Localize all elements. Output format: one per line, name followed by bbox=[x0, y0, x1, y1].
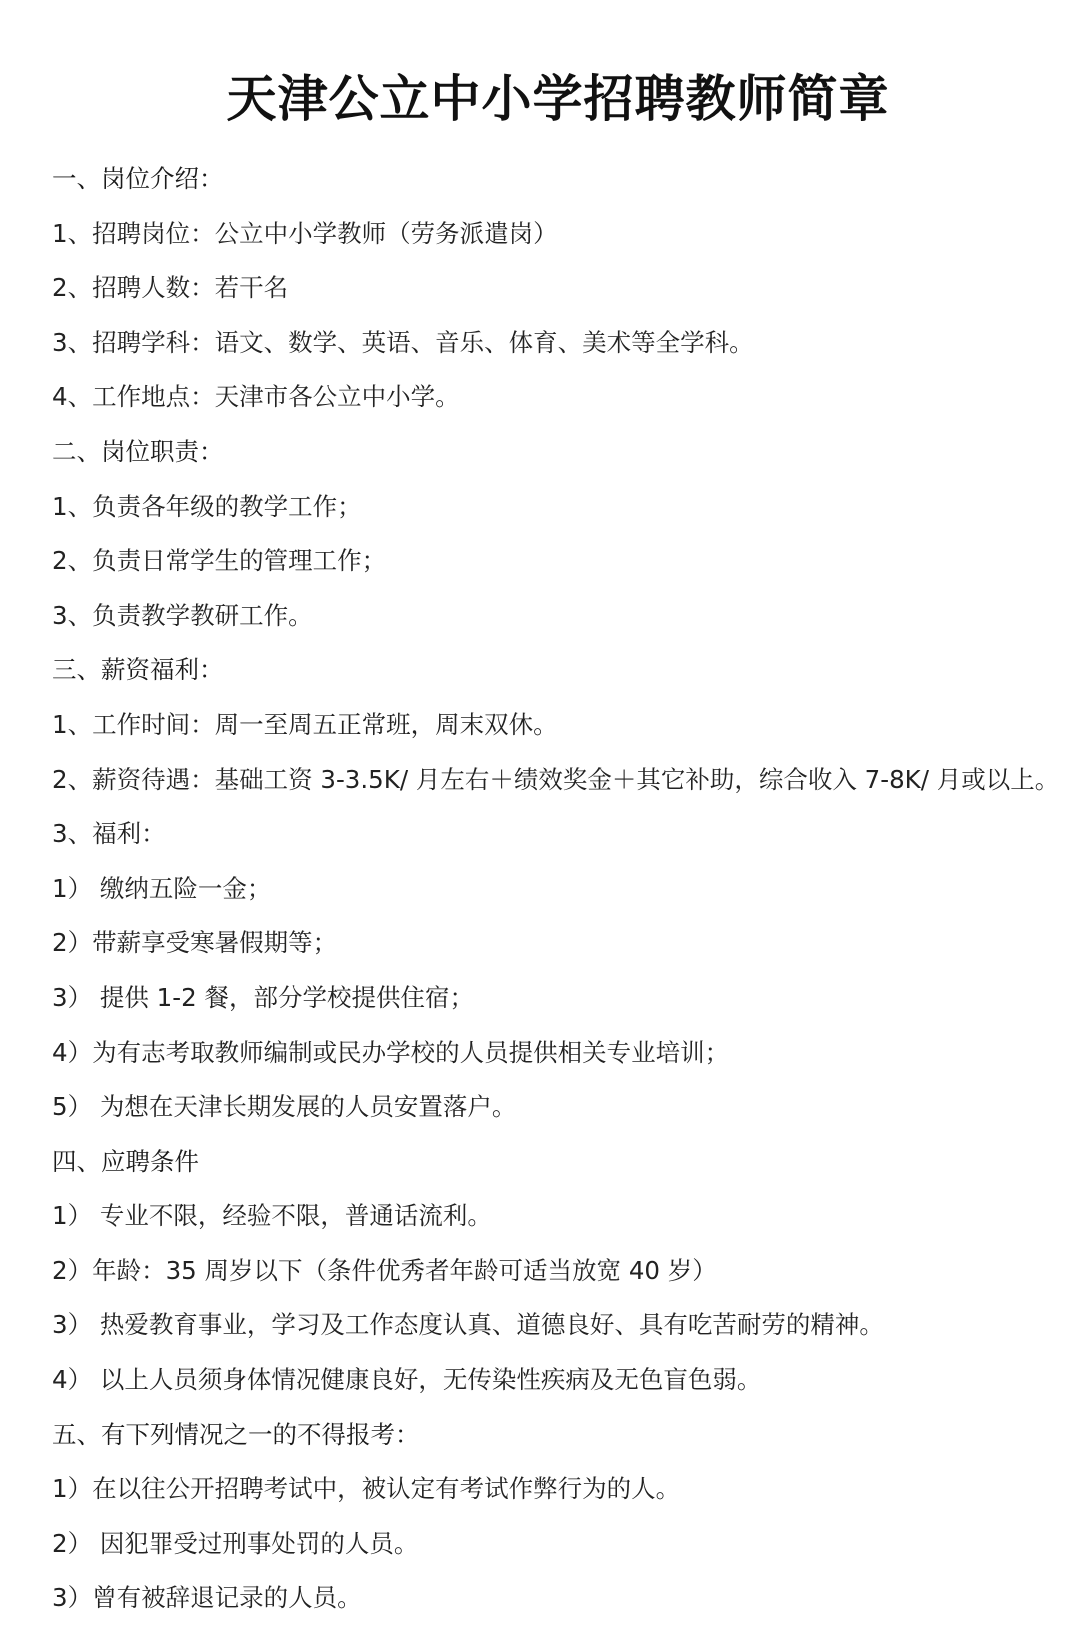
section-heading: 二、岗位职责： bbox=[52, 436, 224, 466]
text-line: 2、负责日常学生的管理工作； bbox=[52, 546, 387, 576]
text-line: 2）带薪享受寒暑假期等； bbox=[52, 928, 338, 958]
text-line: 3、招聘学科：语文、数学、英语、音乐、体育、美术等全学科。 bbox=[52, 327, 754, 357]
text-line: 4）为有志考取教师编制或民办学校的人员提供相关专业培训； bbox=[52, 1037, 730, 1067]
section-heading: 四、应聘条件 bbox=[52, 1146, 199, 1176]
text-line: 1）在以往公开招聘考试中，被认定有考试作弊行为的人。 bbox=[52, 1474, 681, 1504]
text-line: 5） 为想在天津长期发展的人员安置落户。 bbox=[52, 1092, 517, 1122]
text-line: 3、福利： bbox=[52, 819, 166, 849]
text-line: 1、招聘岗位：公立中小学教师（劳务派遣岗） bbox=[52, 218, 558, 248]
section-heading: 三、薪资福利： bbox=[52, 655, 224, 685]
text-line: 3、负责教学教研工作。 bbox=[52, 600, 313, 630]
section-heading: 一、岗位介绍： bbox=[52, 164, 224, 193]
document-body bbox=[52, 152, 1080, 1626]
text-line: 3） 热爱教育事业，学习及工作态度认真、道德良好、具有吃苦耐劳的精神。 bbox=[52, 1310, 884, 1340]
text-line: 2）年龄：35 周岁以下（条件优秀者年龄可适当放宽 40 岁） bbox=[52, 1255, 717, 1285]
text-line: 1） 缴纳五险一金； bbox=[52, 873, 272, 903]
text-line: 1、工作时间：周一至周五正常班，周末双休。 bbox=[52, 709, 558, 739]
text-line: 1、负责各年级的教学工作； bbox=[52, 491, 362, 521]
text-line: 3）曾有被辞退记录的人员。 bbox=[52, 1583, 362, 1613]
document-title: 天津公立中小学招聘教师简章 bbox=[226, 70, 890, 128]
text-line: 3） 提供 1-2 餐，部分学校提供住宿； bbox=[52, 982, 474, 1012]
text-line: 1） 专业不限，经验不限，普通话流利。 bbox=[52, 1201, 492, 1231]
text-line: 4、工作地点：天津市各公立中小学。 bbox=[52, 382, 460, 412]
text-line: 2） 因犯罪受过刑事处罚的人员。 bbox=[52, 1528, 419, 1558]
text-line: 2、薪资待遇：基础工资 3-3.5K/ 月左右＋绩效奖金＋其它补助，综合收入 7-8K/ 月或以上。 bbox=[52, 764, 1060, 794]
text-line: 2、招聘人数：若干名 bbox=[52, 273, 289, 303]
section-heading: 五、有下列情况之一的不得报考： bbox=[52, 1419, 420, 1449]
text-line: 4） 以上人员须身体情况健康良好，无传染性疾病及无色盲色弱。 bbox=[52, 1365, 762, 1395]
